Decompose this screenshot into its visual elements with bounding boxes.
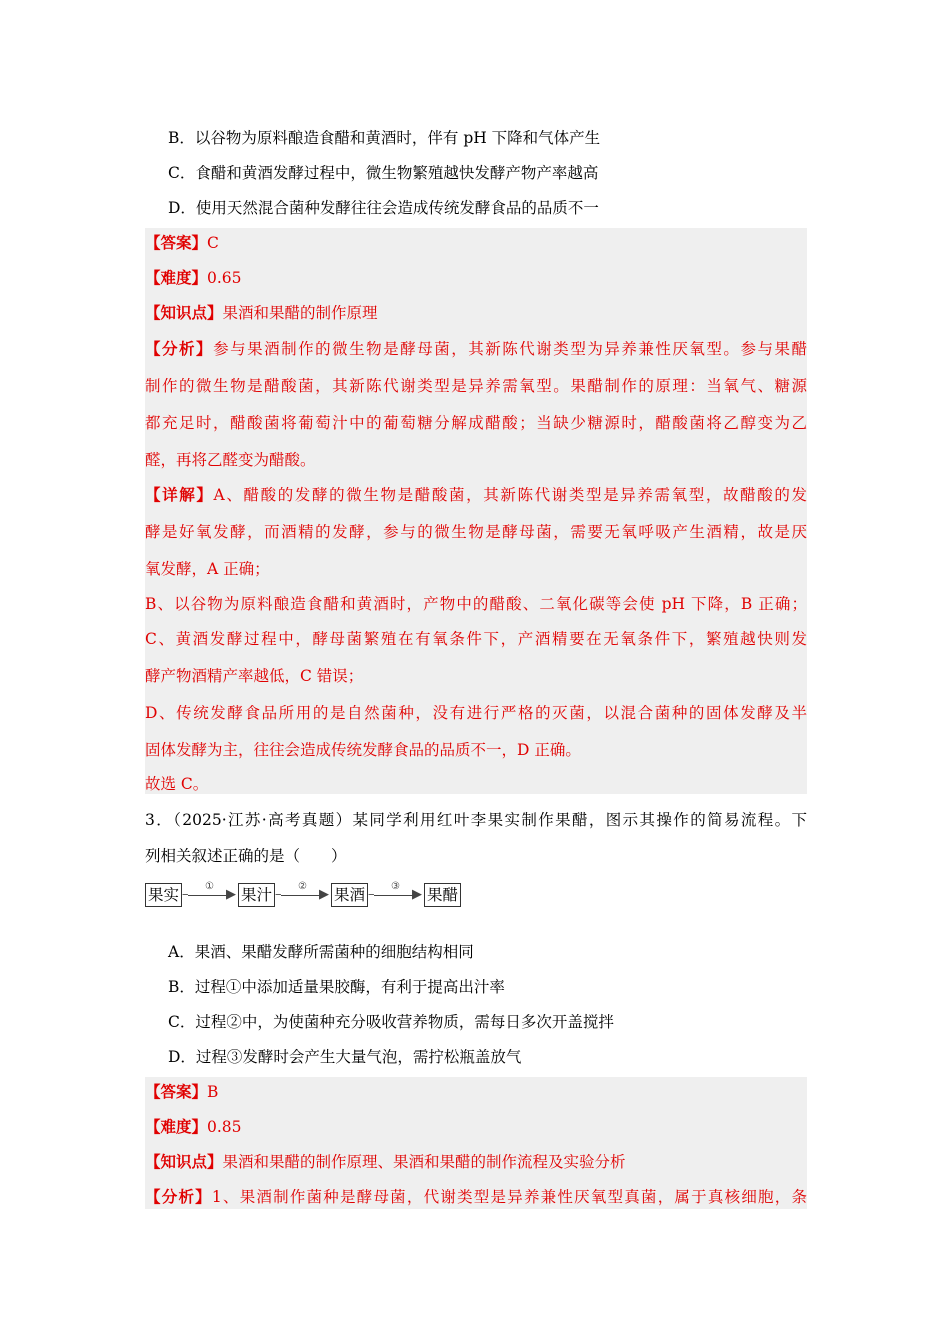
detail-line-4: B、以谷物为原料酿造食醋和黄酒时，产物中的醋酸、二氧化碳等会使 pH 下降，B 正确； <box>145 595 807 613</box>
flow-arrow-1: – ① ▶ <box>182 881 237 902</box>
question-3-stem-line-1: 3．（2025·江苏·高考真题）某同学利用红叶李果实制作果醋，图示其操作的简易流程。下 <box>145 811 807 829</box>
q3-knowledge-line: 【知识点】果酒和果醋的制作原理、果酒和果醋的制作流程及实验分析 <box>145 1152 626 1171</box>
answer-value: C <box>207 234 219 252</box>
question-3-stem-line-2: 列相关叙述正确的是（ ） <box>145 847 347 865</box>
flow-box-juice: 果汁 <box>238 883 275 907</box>
knowledge-value: 果酒和果醋的制作原理 <box>222 304 378 322</box>
process-flow-diagram <box>145 882 461 908</box>
q3-answer-block <box>145 1077 807 1209</box>
arrow-head-icon: ▶ <box>226 887 237 902</box>
answer-tag: 【答案】 <box>145 233 208 252</box>
analysis-line-2: 制作的微生物是醋酸菌，其新陈代谢类型是异养需氧型。果醋制作的原理：当氧气、糖源 <box>145 377 807 395</box>
flow-arrow-3: – ③ ▶ <box>368 881 423 902</box>
flow-box-wine: 果酒 <box>331 883 368 907</box>
analysis-line-1: 【分析】参与果酒制作的微生物是酵母菌，其新陈代谢类型为异养兼性厌氧型。参与果醋 <box>145 339 807 358</box>
difficulty-line <box>145 268 242 288</box>
q3-option-d: D．过程③发酵时会产生大量气泡，需拧松瓶盖放气 <box>168 1048 522 1066</box>
step-3-label: ③ <box>391 881 401 892</box>
analysis-tag: 【分析】 <box>145 339 214 358</box>
difficulty-value: 0.65 <box>207 269 242 287</box>
knowledge-line <box>145 303 378 323</box>
q3-analysis-line-1: 【分析】1、果酒制作菌种是酵母菌，代谢类型是异养兼性厌氧型真菌，属于真核细胞，条 <box>145 1187 807 1206</box>
answer-line <box>145 233 219 253</box>
detail-line-8: 固体发酵为主，往往会造成传统发酵食品的品质不一，D 正确。 <box>145 741 581 759</box>
detail-tag: 【详解】 <box>145 485 214 504</box>
q3-difficulty-line: 【难度】0.85 <box>145 1117 242 1136</box>
detail-line-5: C、黄酒发酵过程中，酵母菌繁殖在有氧条件下，产酒精要在无氧条件下，繁殖越快则发 <box>145 630 807 648</box>
step-2-label: ② <box>298 881 307 892</box>
detail-line-2: 酵是好氧发酵，而酒精的发酵，参与的微生物是酵母菌，需要无氧呼吸产生酒精，故是厌 <box>145 523 807 541</box>
difficulty-tag: 【难度】 <box>145 268 208 287</box>
detail-line-6: 酵产物酒精产率越低，C 错误； <box>145 667 364 685</box>
answer-block <box>145 228 807 794</box>
option-d: D．使用天然混合菌种发酵往往会造成传统发酵食品的品质不一 <box>168 199 599 217</box>
detail-line-7: D、传统发酵食品所用的是自然菌种，没有进行严格的灭菌，以混合菌种的固体发酵及半 <box>145 704 807 722</box>
detail-line-1: 【详解】A、醋酸的发酵的微生物是醋酸菌，其新陈代谢类型是异养需氧型，故醋酸的发 <box>145 485 807 504</box>
detail-line-9: 故选 C。 <box>145 775 209 793</box>
option-c: C．食醋和黄酒发酵过程中，微生物繁殖越快发酵产物产率越高 <box>168 164 599 182</box>
flow-box-fruit: 果实 <box>145 883 182 907</box>
option-b: B．以谷物为原料酿造食醋和黄酒时，伴有 pH 下降和气体产生 <box>168 129 601 147</box>
knowledge-tag: 【知识点】 <box>145 303 223 322</box>
step-1-label: ① <box>205 881 214 892</box>
detail-line-3: 氧发酵，A 正确； <box>145 560 270 578</box>
q3-option-c: C．过程②中，为使菌种充分吸收营养物质，需每日多次开盖搅拌 <box>168 1013 614 1031</box>
flow-arrow-2: – ② ▶ <box>275 881 330 902</box>
arrow-head-icon: ▶ <box>319 887 330 902</box>
arrow-head-icon: ▶ <box>412 887 423 902</box>
q3-option-a: A．果酒、果醋发酵所需菌种的细胞结构相同 <box>168 943 474 961</box>
analysis-line-3: 都充足时，醋酸菌将葡萄汁中的葡萄糖分解成醋酸；当缺少糖源时，醋酸菌将乙醇变为乙 <box>145 414 807 432</box>
q3-answer-line: 【答案】B <box>145 1082 219 1101</box>
q3-option-b: B．过程①中添加适量果胶酶，有利于提高出汁率 <box>168 978 505 996</box>
analysis-line-4: 醛，再将乙醛变为醋酸。 <box>145 451 316 469</box>
flow-box-vinegar: 果醋 <box>424 883 461 907</box>
